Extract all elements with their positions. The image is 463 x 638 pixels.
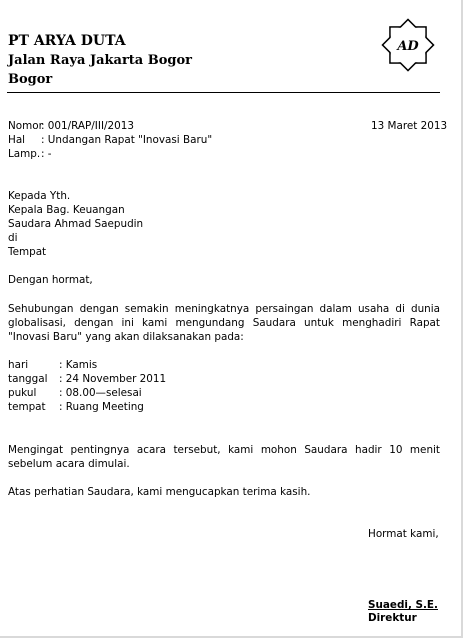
greeting: Dengan hormat, <box>8 274 93 286</box>
recipient-line: Saudara Ahmad Saepudin <box>8 218 144 230</box>
company-name: PT ARYA DUTA <box>8 33 126 49</box>
schedule-value: : Kamis <box>59 359 98 371</box>
logo-monogram: AD <box>397 39 419 54</box>
letter-date: 13 Maret 2013 <box>371 120 448 132</box>
company-address-line1: Jalan Raya Jakarta Bogor <box>8 53 193 68</box>
body-paragraph-2: Mengingat pentingnya acara tersebut, kami mohon Saudara hadir 10 menit sebelum acara dimulai. <box>8 444 440 470</box>
letterhead-divider <box>7 92 440 93</box>
nomor-value: : 001/RAP/III/2013 <box>41 120 134 132</box>
hal-value: : Undangan Rapat "Inovasi Baru" <box>41 134 213 146</box>
body-paragraph-3: Atas perhatian Saudara, kami mengucapkan terima kasih. <box>8 486 311 498</box>
lamp-label: Lamp. <box>8 148 41 160</box>
lamp-value: : - <box>41 148 52 160</box>
signatory-title: Direktur <box>368 612 417 624</box>
body-paragraph-1: Sehubungan dengan semakin meningkatnya persaingan dalam usaha di dunia globalisasi, dengan ini kami mengundang Saudara untuk menghadiri Rapat "Inovasi Baru" yang akan dilaksanakan pada: <box>8 303 440 343</box>
recipient-line: di <box>8 232 18 244</box>
company-address-line2: Bogor <box>8 72 53 87</box>
schedule-label: pukul <box>8 387 37 399</box>
closing-salutation: Hormat kami, <box>368 528 439 540</box>
recipient-line: Kepada Yth. <box>8 190 71 202</box>
schedule-label: tempat <box>8 401 46 413</box>
schedule-label: hari <box>8 359 29 371</box>
schedule-value: : 08.00—selesai <box>59 387 142 399</box>
signatory-name: Suaedi, S.E. <box>368 599 438 611</box>
hal-label: Hal <box>8 134 26 146</box>
recipient-line: Tempat <box>8 246 47 258</box>
schedule-value: : Ruang Meeting <box>59 401 144 413</box>
recipient-line: Kepala Bag. Keuangan <box>8 204 125 216</box>
nomor-label: Nomor <box>8 120 43 132</box>
schedule-label: tanggal <box>8 373 48 385</box>
company-logo-star-icon <box>376 13 440 77</box>
schedule-value: : 24 November 2011 <box>59 373 167 385</box>
